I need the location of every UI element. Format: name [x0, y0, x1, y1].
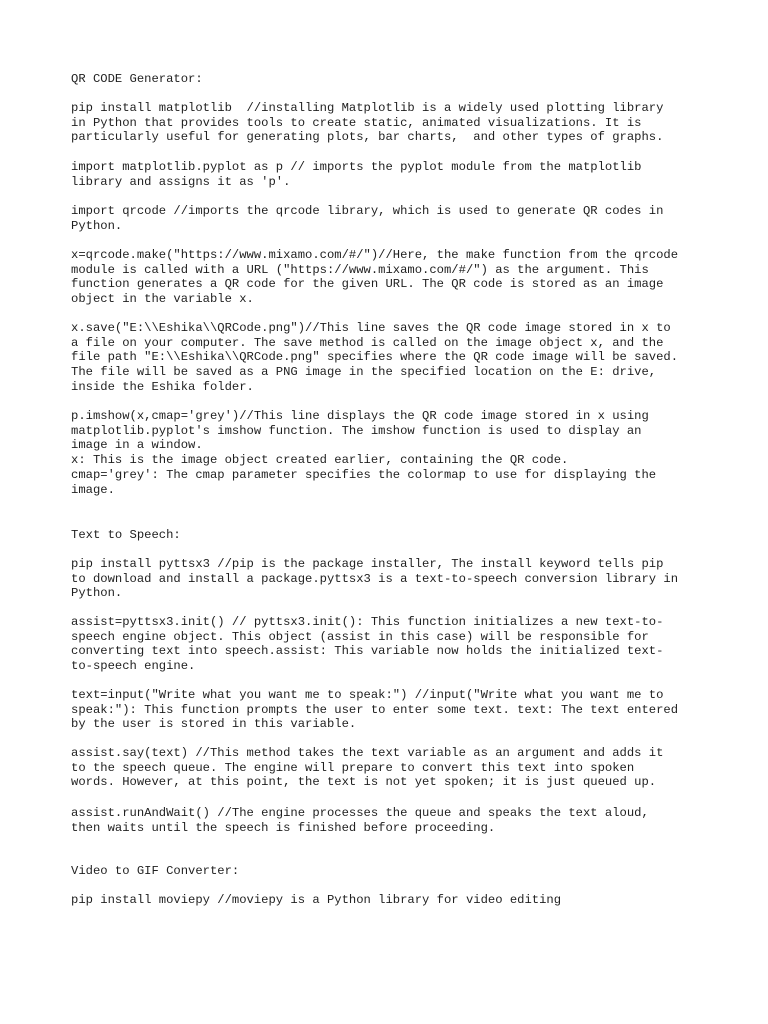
tts-init-paragraph: assist=pyttsx3.init() // pyttsx3.init(): This function initializes a new text-to- speech engine object. This object (assist in this case) will be responsible for converting text into speech.assist: This variable now holds the initialized text- to-speech engine.	[71, 615, 664, 674]
qr-save-paragraph: x.save("E:\\Eshika\\QRCode.png")//This line saves the QR code image stored in x to a file on your computer. The save method is called on the image object x, and the file path "E:\\Eshika\\QRCode.png" specifies where the QR code image will be saved. The file will be saved as a PNG image in the specified location on the E: drive, inside the Eshika folder.	[71, 321, 679, 394]
gif-section-heading: Video to GIF Converter:	[71, 864, 240, 878]
tts-section-heading: Text to Speech:	[71, 528, 181, 542]
tts-input-paragraph: text=input("Write what you want me to speak:") //input("Write what you want me to speak:"): This function prompts the user to enter some text. text: The text entered by the user is stored in this variable.	[71, 688, 679, 732]
tts-runandwait-paragraph: assist.runAndWait() //The engine processes the queue and speaks the text aloud, then waits until the speech is finished before proceeding.	[71, 806, 649, 835]
tts-say-paragraph: assist.say(text) //This method takes the text variable as an argument and adds it to the speech queue. The engine will prepare to convert this text into spoken words. However, at this point, the text is not yet spoken; it is just queued up.	[71, 746, 664, 790]
gif-install-paragraph: pip install moviepy //moviepy is a Python library for video editing	[71, 893, 562, 907]
qr-matplotlib-install-paragraph: pip install matplotlib //installing Matplotlib is a widely used plotting library in Python that provides tools to create static, animated visualizations. It is particularly useful for generating plots, bar charts, and other types of graphs.	[71, 101, 664, 145]
qr-section-heading: QR CODE Generator:	[71, 72, 203, 86]
qr-imshow-paragraph: p.imshow(x,cmap='grey')//This line displays the QR code image stored in x using matplotlib.pyplot's imshow function. The imshow function is used to display an image in a window. x: This is the image object created earlier, containing the QR code. cmap='grey': The cmap parameter specifies the colormap to use for displaying the image.	[71, 409, 657, 497]
qr-make-paragraph: x=qrcode.make("https://www.mixamo.com/#/")//Here, the make function from the qrcode module is called with a URL ("https://www.mixamo.com/#/") as the argument. This function generates a QR code for the given URL. The QR code is stored as an image object in the variable x.	[71, 248, 679, 307]
qr-import-qrcode-paragraph: import qrcode //imports the qrcode library, which is used to generate QR codes in Python.	[71, 204, 664, 233]
tts-install-paragraph: pip install pyttsx3 //pip is the package installer, The install keyword tells pip to download and install a package.pyttsx3 is a text-to-speech conversion library in Python.	[71, 557, 679, 601]
qr-import-pyplot-paragraph: import matplotlib.pyplot as p // imports the pyplot module from the matplotlib library and assigns it as 'p'.	[71, 160, 642, 189]
